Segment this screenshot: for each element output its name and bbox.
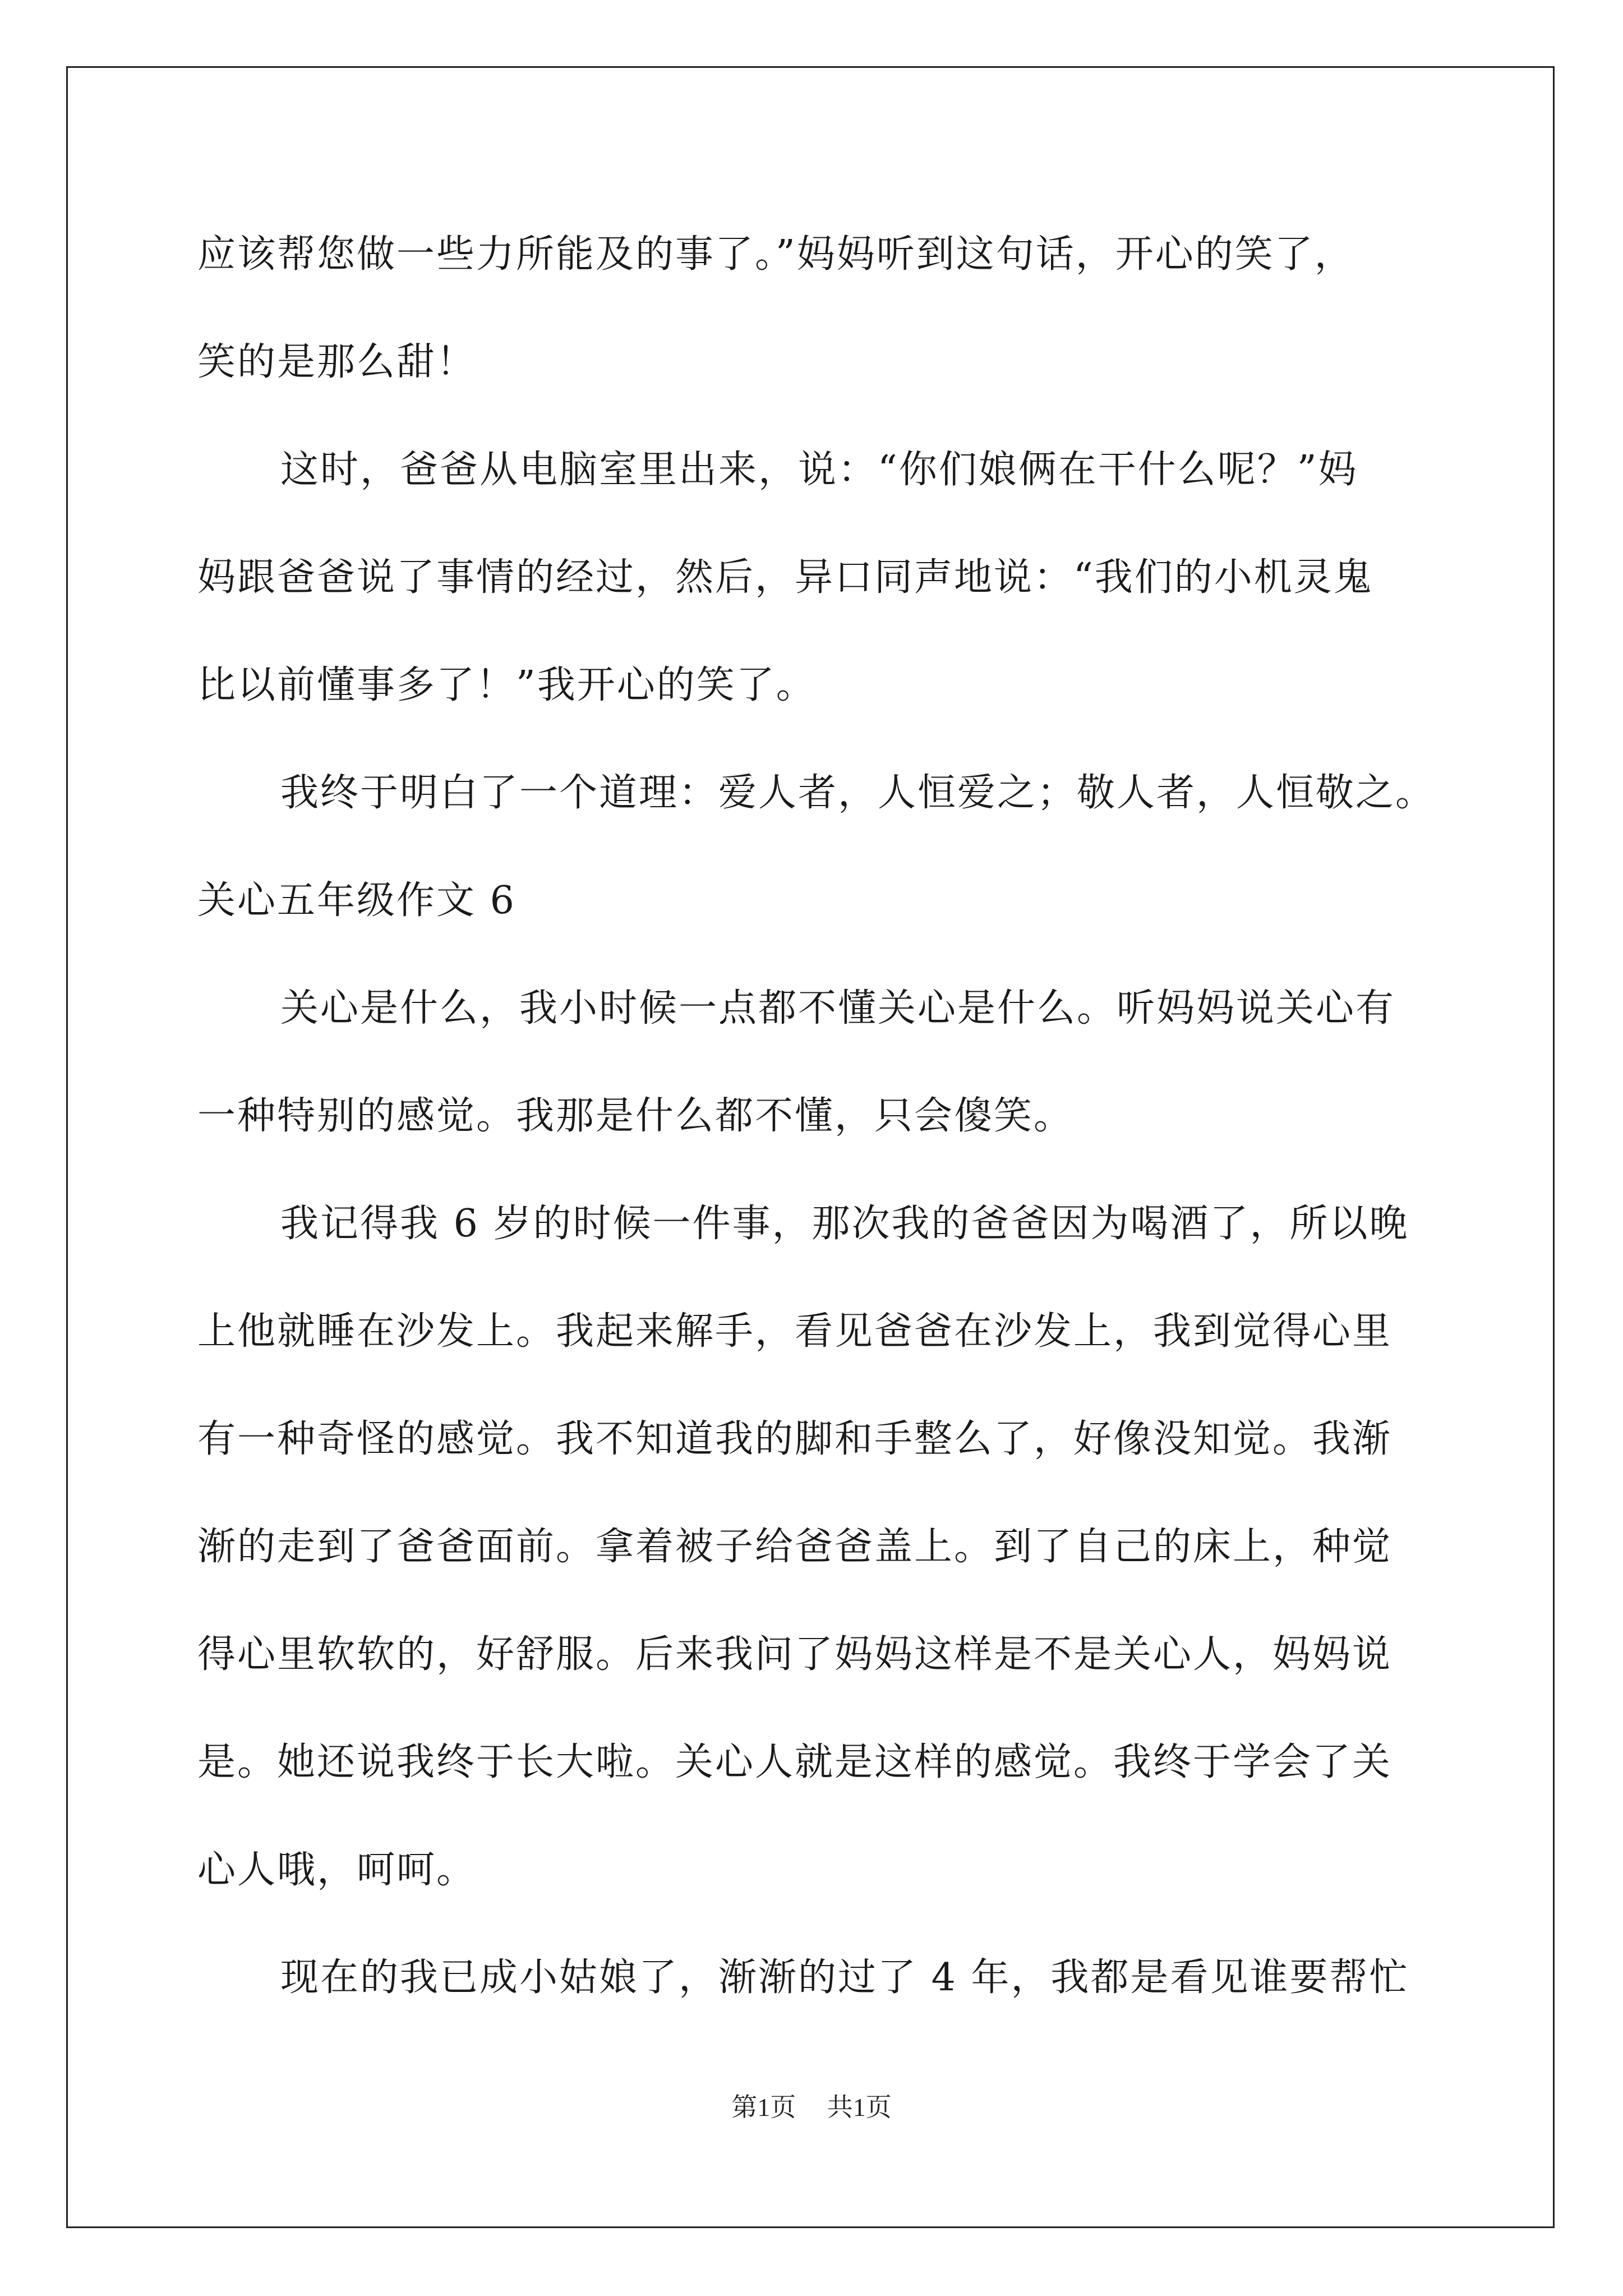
page-total: 共1页 (827, 2093, 892, 2122)
page-footer (0, 2087, 1623, 2124)
text-line: 笑的是那么甜！ (197, 340, 477, 384)
text-line: 得心里软软的，好舒服。后来我问了妈妈这样是不是关心人，妈妈说 (197, 1632, 1393, 1677)
document-body (197, 201, 1442, 2032)
paragraph-start: 这时，爸爸从电脑室里出来，说：“你们娘俩在干什么呢？”妈 (280, 448, 1358, 492)
text-line: 渐的走到了爸爸面前。拿着被子给爸爸盖上。到了自己的床上，种觉 (197, 1525, 1393, 1569)
text-line: 有一种奇怪的感觉。我不知道我的脚和手整么了，好像没知觉。我渐 (197, 1417, 1393, 1461)
section-title: 关心五年级作文 6 (197, 878, 516, 923)
text-line: 是。她还说我终于长大啦。关心人就是这样的感觉。我终于学会了关 (197, 1740, 1393, 1784)
paragraph-start: 我记得我 6 岁的时候一件事，那次我的爸爸因为喝酒了，所以晚 (280, 1202, 1409, 1246)
paragraph-start: 关心是什么，我小时候一点都不懂关心是什么。听妈妈说关心有 (280, 986, 1396, 1030)
paragraph-start: 我终于明白了一个道理：爱人者，人恒爱之；敬人者，人恒敬之。 (280, 771, 1436, 815)
page-number: 第1页 (731, 2093, 796, 2122)
text-line: 应该帮您做一些力所能及的事了。”妈妈听到这句话，开心的笑了， (197, 232, 1354, 277)
text-line: 比以前懂事多了！”我开心的笑了。 (197, 663, 816, 707)
paragraph-start: 现在的我已成小姑娘了，渐渐的过了 4 年，我都是看见谁要帮忙 (280, 1955, 1409, 2000)
text-line: 心人哦，呵呵。 (197, 1848, 477, 1892)
text-line: 上他就睡在沙发上。我起来解手，看见爸爸在沙发上，我到觉得心里 (197, 1309, 1393, 1354)
text-line: 一种特别的感觉。我那是什么都不懂，只会傻笑。 (197, 1094, 1074, 1138)
text-line: 妈跟爸爸说了事情的经过，然后，异口同声地说：“我们的小机灵鬼 (197, 555, 1373, 600)
